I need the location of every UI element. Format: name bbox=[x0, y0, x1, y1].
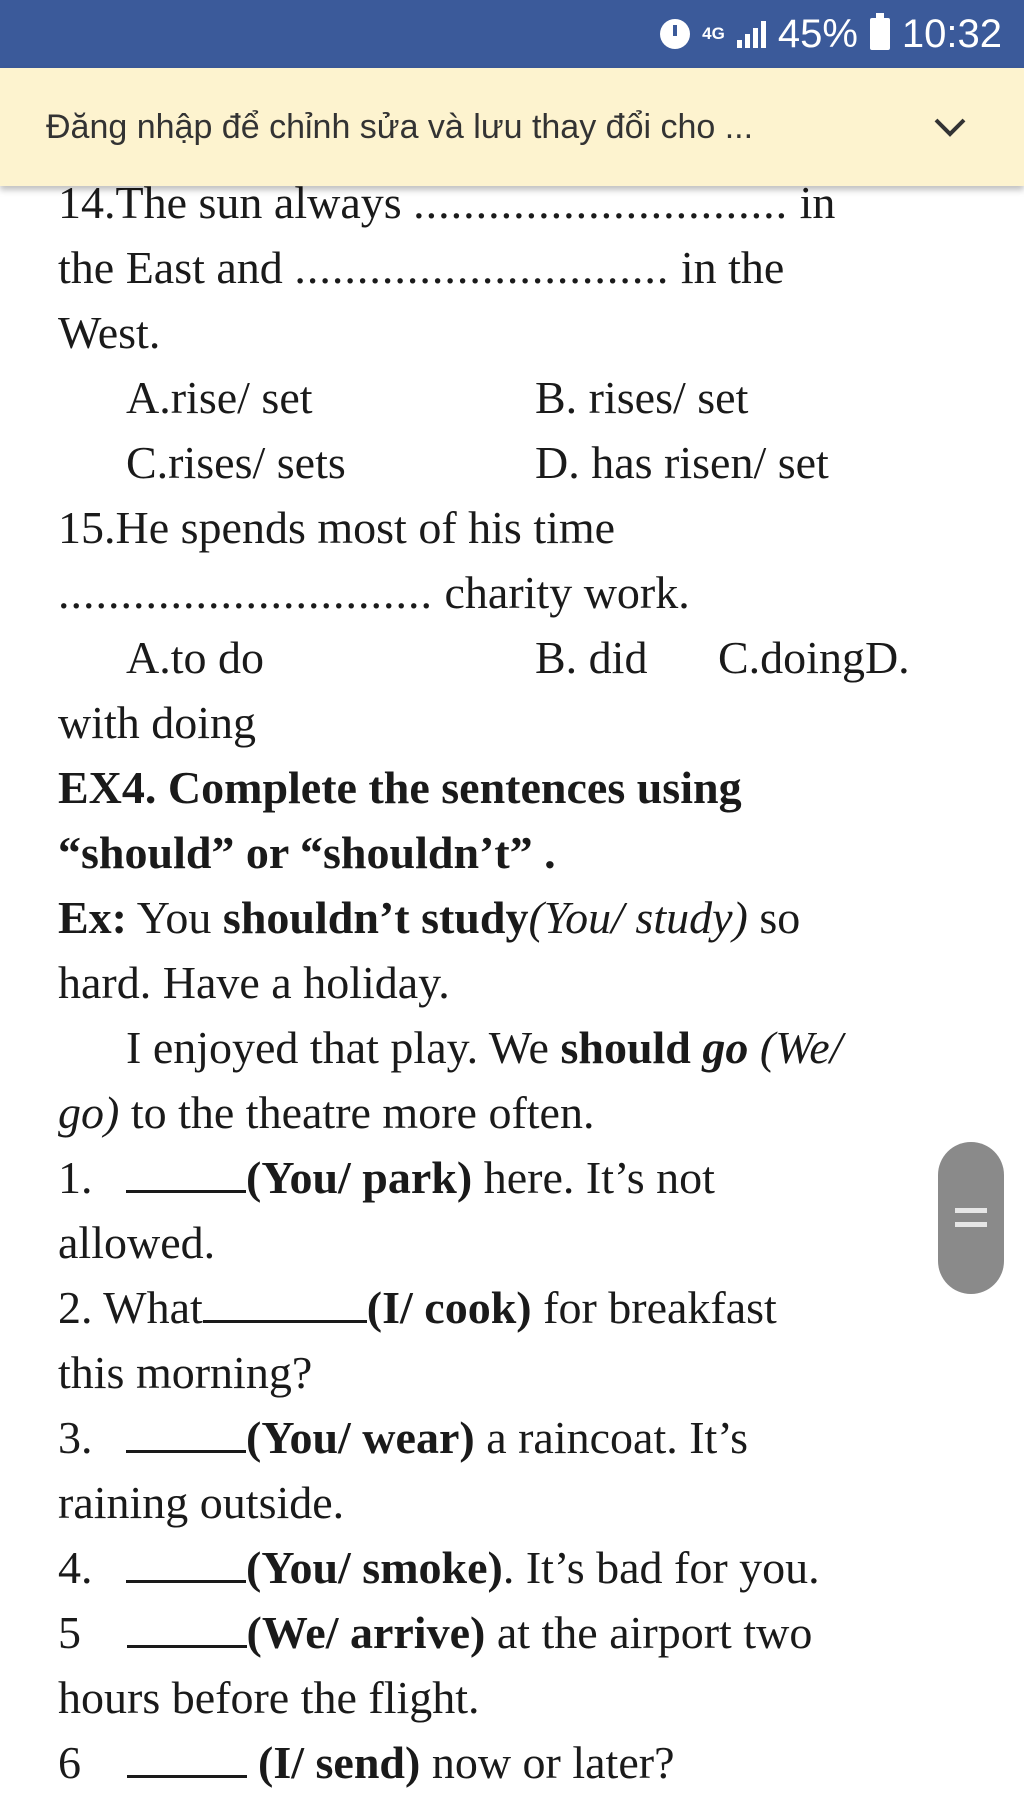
q15-line2: .............................. charity work. bbox=[58, 567, 690, 618]
q14-line1: 14.The sun always .............................. in bbox=[58, 186, 836, 228]
q15-line1: 15.He spends most of his time bbox=[58, 502, 616, 553]
answer-blank bbox=[126, 1546, 246, 1583]
item-2-line2: this morning? bbox=[58, 1347, 313, 1398]
ex4-title-line2: “should” or “shouldn’t” . bbox=[58, 827, 556, 878]
example-line1: Ex: You shouldn’t study(You/ study) so bbox=[58, 892, 801, 943]
document-body bbox=[0, 186, 1024, 1820]
answer-blank bbox=[203, 1286, 367, 1323]
network-type-icon: 4G bbox=[702, 24, 725, 43]
battery-icon bbox=[870, 18, 890, 50]
answer-blank bbox=[127, 1611, 247, 1648]
item-3-line2: raining outside. bbox=[58, 1477, 345, 1528]
q14-option-b: B. rises/ set bbox=[535, 372, 749, 423]
item-1-line1: 1. (You/ park) here. It’s not bbox=[58, 1152, 715, 1203]
example2-line2: go) to the theatre more often. bbox=[58, 1087, 595, 1138]
ex4-title-line1: EX4. Complete the sentences using bbox=[58, 762, 742, 813]
battery-percent: 45% bbox=[777, 11, 858, 56]
answer-blank bbox=[126, 1156, 246, 1193]
answer-blank bbox=[126, 1416, 246, 1453]
chevron-down-icon[interactable] bbox=[930, 112, 970, 142]
q14-line3: West. bbox=[58, 307, 161, 358]
item-3-line1: 3. (You/ wear) a raincoat. It’s bbox=[58, 1412, 749, 1463]
alarm-icon bbox=[660, 19, 690, 49]
q15-option-a: A.to do bbox=[126, 632, 264, 683]
q14-line2: the East and .............................. in the bbox=[58, 242, 785, 293]
q14-option-c: C.rises/ sets bbox=[126, 437, 346, 488]
clock: 10:32 bbox=[901, 11, 1002, 56]
item-5-line2: hours before the flight. bbox=[58, 1672, 480, 1723]
q15-option-cd: C.doingD. bbox=[718, 632, 910, 683]
signal-icon bbox=[737, 20, 766, 48]
fast-scroll-handle[interactable] bbox=[938, 1142, 1004, 1294]
item-5-line1: 5 (We/ arrive) at the airport two bbox=[58, 1607, 813, 1658]
item-4-line1: 4. (You/ smoke). It’s bad for you. bbox=[58, 1542, 820, 1593]
answer-blank bbox=[127, 1741, 247, 1778]
banner-text: Đăng nhập để chỉnh sửa và lưu thay đổi cho ... bbox=[46, 108, 754, 146]
q15-option-b: B. did bbox=[535, 632, 648, 683]
q15-line4: with doing bbox=[58, 697, 257, 748]
example2-line1: I enjoyed that play. We should go (We/ bbox=[126, 1022, 843, 1073]
example-line2: hard. Have a holiday. bbox=[58, 957, 450, 1008]
sign-in-banner[interactable] bbox=[0, 68, 1024, 186]
item-2-line1: 2. What (I/ cook) for breakfast bbox=[58, 1282, 777, 1333]
item-1-line2: allowed. bbox=[58, 1217, 216, 1268]
status-bar bbox=[0, 0, 1024, 68]
q14-option-d: D. has risen/ set bbox=[535, 437, 829, 488]
q14-option-a: A.rise/ set bbox=[126, 372, 313, 423]
item-6-line1: 6 (I/ send) now or later? bbox=[58, 1737, 675, 1788]
